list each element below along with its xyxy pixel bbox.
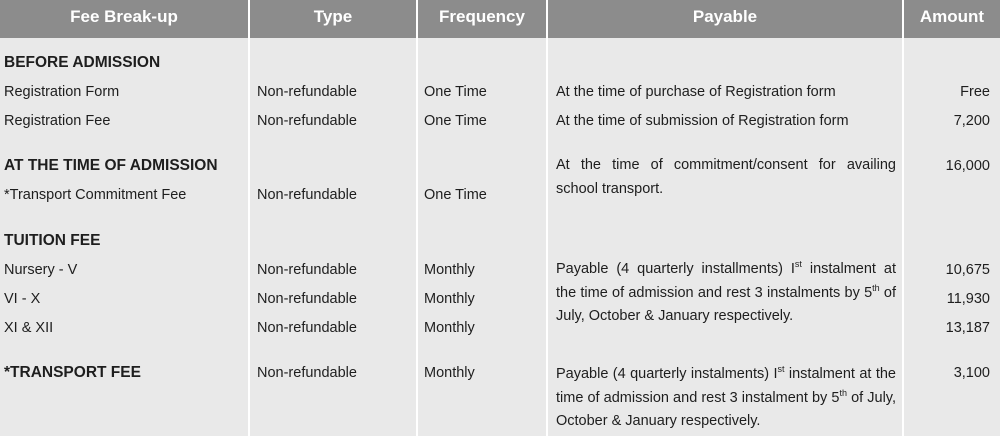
header-fee-breakup: Fee Break-up xyxy=(70,7,178,26)
fee-amount: 11,930 xyxy=(946,291,990,307)
fee-type: Non-refundable xyxy=(257,84,357,100)
fee-payable-transport: Payable (4 quarterly instalments) Ist instalment at the time of admission and rest 3 instalment by 5th of July, October & January respectively. xyxy=(556,364,896,429)
fee-amount: 10,675 xyxy=(945,262,990,278)
header-frequency: Frequency xyxy=(439,7,525,26)
fee-item: *Transport Commitment Fee xyxy=(4,187,187,203)
header-amount: Amount xyxy=(919,7,985,26)
header-payable: Payable xyxy=(692,7,758,26)
fee-frequency: Monthly xyxy=(424,291,475,307)
fee-item: Registration Fee xyxy=(4,113,111,129)
section-title-tuition-fee: TUITION FEE xyxy=(4,232,101,249)
section-title-at-admission: AT THE TIME OF ADMISSION xyxy=(4,157,218,174)
column-divider xyxy=(416,0,418,436)
fee-frequency: Monthly xyxy=(424,320,475,336)
fee-amount: 16,000 xyxy=(945,158,990,174)
fee-amount: 13,187 xyxy=(945,320,990,336)
fee-frequency: One Time xyxy=(424,113,487,129)
fee-payable: At the time of purchase of Registration form xyxy=(556,84,836,100)
fee-payable: At the time of commitment/consent for availing school transport. xyxy=(556,157,896,197)
section-title-before-admission: BEFORE ADMISSION xyxy=(4,54,161,71)
fee-item: Nursery - V xyxy=(4,262,78,278)
table-header xyxy=(0,0,1000,38)
fee-frequency: One Time xyxy=(424,84,487,100)
fee-frequency: Monthly xyxy=(424,262,475,278)
fee-payable: At the time of submission of Registration form xyxy=(556,113,849,129)
fee-amount: Free xyxy=(960,84,990,100)
fee-amount: 7,200 xyxy=(953,113,990,129)
fee-item: Registration Form xyxy=(4,84,120,100)
header-type: Type xyxy=(313,7,353,26)
section-title-transport-fee: *TRANSPORT FEE xyxy=(4,364,141,381)
fee-amount: 3,100 xyxy=(953,365,990,381)
fee-type: Non-refundable xyxy=(257,113,357,129)
fee-type: Non-refundable xyxy=(257,262,357,278)
fee-item: VI - X xyxy=(4,291,41,307)
fee-payable-tuition: Payable (4 quarterly installments) Ist instalment at the time of admission and rest 3 instalments by 5th of July, October & January respectively. xyxy=(556,259,896,324)
fee-type: Non-refundable xyxy=(257,291,357,307)
column-divider xyxy=(902,0,904,436)
column-divider xyxy=(248,0,250,436)
fee-type: Non-refundable xyxy=(257,320,357,336)
fee-type: Non-refundable xyxy=(257,187,357,203)
fee-frequency: One Time xyxy=(424,187,487,203)
fee-frequency: Monthly xyxy=(424,365,475,381)
fee-item: XI & XII xyxy=(4,320,54,336)
column-divider xyxy=(546,0,548,436)
fee-type: Non-refundable xyxy=(257,365,357,381)
